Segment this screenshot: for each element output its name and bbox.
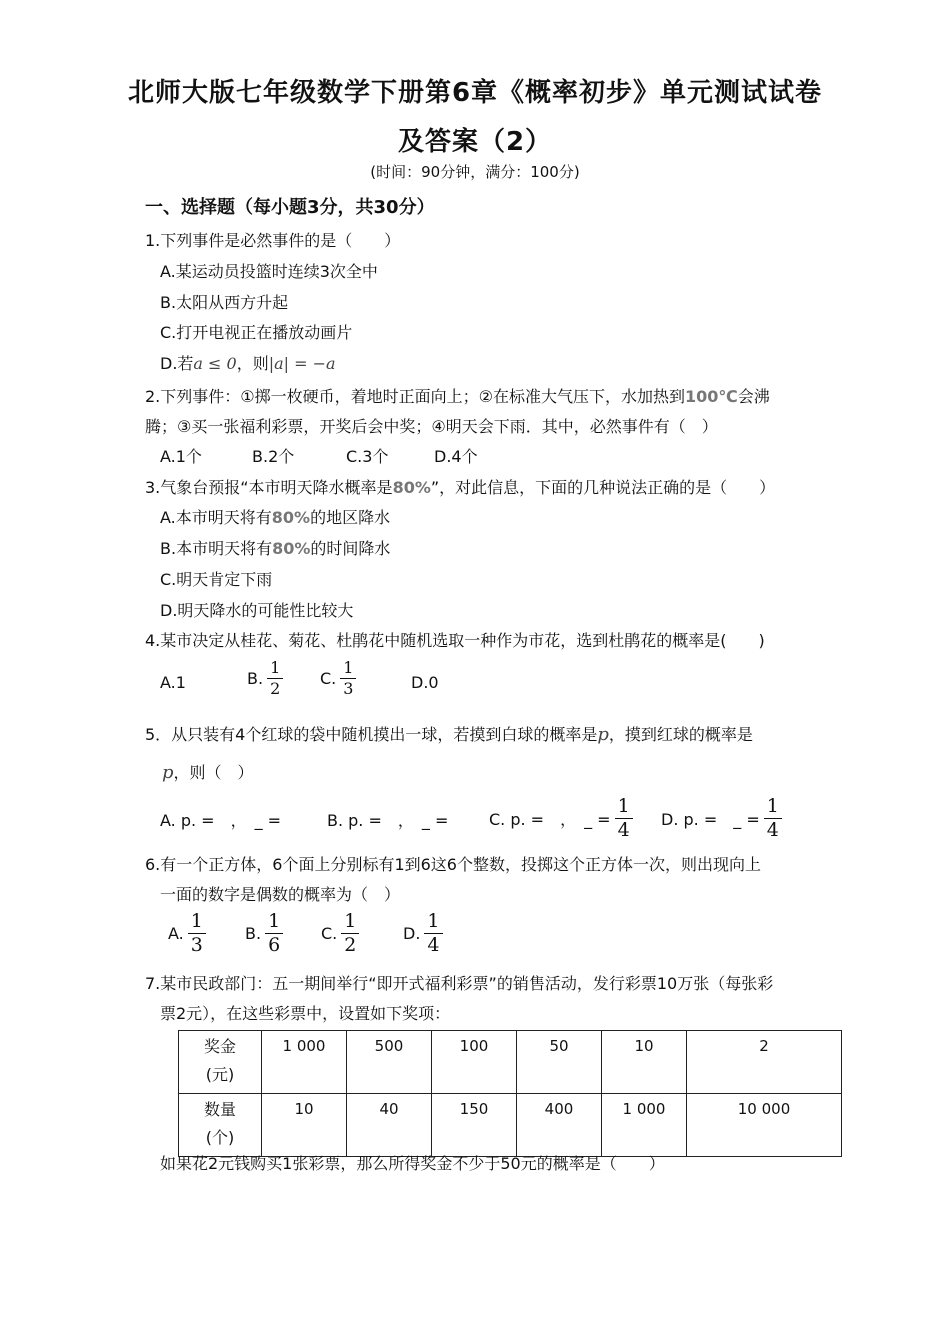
q3-option-b bbox=[160, 536, 390, 559]
q1-d-mid: ，则 bbox=[236, 354, 269, 373]
q1-stem: 1.下列事件是必然事件的是（ ） bbox=[145, 231, 401, 250]
denominator: 4 bbox=[766, 819, 779, 841]
header-unit: (个) bbox=[205, 1128, 235, 1147]
q4-c-fraction bbox=[340, 660, 356, 697]
q3-option-a bbox=[160, 505, 390, 528]
q6-a-label: A. bbox=[168, 924, 184, 943]
table-cell: 400 bbox=[517, 1094, 602, 1157]
q4-option-c bbox=[320, 660, 356, 697]
q5-c-fraction bbox=[615, 797, 633, 840]
q2-option-b: B.2个 bbox=[252, 447, 295, 466]
q7-question: 如果花2元钱购买1张彩票，那么所得奖金不少于50元的概率是（ ） bbox=[160, 1154, 665, 1173]
header-text: 奖金 bbox=[203, 1037, 236, 1056]
q6-a-fraction bbox=[188, 912, 206, 955]
q2-stem-line-1 bbox=[145, 384, 770, 407]
q2-text-end: 会沸 bbox=[737, 387, 770, 406]
q2-stem-line-2: 腾；③买一张福利彩票，开奖后会中奖；④明天会下雨．其中，必然事件有（ ） bbox=[145, 417, 718, 436]
table-cell: 500 bbox=[347, 1031, 432, 1094]
denominator: 2 bbox=[344, 934, 357, 956]
q6-option-d bbox=[403, 912, 443, 955]
denominator: 3 bbox=[343, 679, 354, 698]
exam-info: (时间：90分钟，满分：100分) bbox=[370, 163, 580, 181]
q1-option-d bbox=[160, 351, 336, 374]
q3-a-percent: 80% bbox=[271, 508, 311, 527]
q5-d-fraction bbox=[764, 797, 782, 840]
denominator: 4 bbox=[617, 819, 630, 841]
row-header-count bbox=[179, 1094, 262, 1157]
numerator: 1 bbox=[340, 660, 356, 679]
q6-stem-line-2: 一面的数字是偶数的概率为（ ） bbox=[160, 885, 401, 904]
q1-d-prefix: D.若 bbox=[160, 354, 194, 373]
q6-c-label: C. bbox=[321, 924, 338, 943]
q5-variable-p: p bbox=[597, 724, 609, 745]
denominator: 3 bbox=[190, 934, 203, 956]
table-cell: 1 000 bbox=[602, 1094, 687, 1157]
q5-d-text: D. p. = _ = bbox=[661, 810, 760, 829]
table-row-prize bbox=[179, 1031, 842, 1094]
table-cell: 50 bbox=[517, 1031, 602, 1094]
q4-stem: 4.某市决定从桂花、菊花、杜鹃花中随机选取一种作为市花，选到杜鹃花的概率是( ) bbox=[145, 631, 765, 650]
q7-stem-line-2: 票2元），在这些彩票中，设置如下奖项： bbox=[160, 1004, 451, 1023]
q5-text: 5．从只装有4个红球的袋中随机摸出一球，若摸到白球的概率是 bbox=[145, 725, 598, 744]
q2-option-a: A.1个 bbox=[160, 447, 202, 466]
section-heading: 一、选择题（每小题3分，共30分） bbox=[145, 197, 435, 218]
denominator: 4 bbox=[427, 934, 440, 956]
table-cell: 150 bbox=[432, 1094, 517, 1157]
table-cell: 100 bbox=[432, 1031, 517, 1094]
q5-text-end: ，摸到红球的概率是 bbox=[608, 725, 753, 744]
q4-c-label: C. bbox=[320, 669, 337, 688]
q1-option-c: C.打开电视正在播放动画片 bbox=[160, 323, 353, 342]
q1-option-b: B.太阳从西方升起 bbox=[160, 293, 289, 312]
q3-b-percent: 80% bbox=[272, 539, 311, 558]
denominator: 6 bbox=[268, 934, 281, 956]
q4-option-b bbox=[247, 660, 283, 697]
q5-text-tail: ，则（ ） bbox=[173, 763, 254, 782]
table-cell: 2 bbox=[687, 1031, 842, 1094]
q3-option-c: C.明天肯定下雨 bbox=[160, 570, 273, 589]
denominator: 2 bbox=[270, 679, 281, 698]
q5-stem-line-1 bbox=[145, 722, 753, 745]
title-line-1: 北师大版七年级数学下册第6章《概率初步》单元测试试卷 bbox=[127, 78, 823, 108]
q1-option-a: A.某运动员投篮时连续3次全中 bbox=[160, 262, 378, 281]
header-unit: (元) bbox=[205, 1065, 235, 1084]
q4-b-fraction bbox=[267, 660, 283, 697]
q1-d-condition: a ≤ 0 bbox=[193, 354, 237, 373]
q4-b-label: B. bbox=[247, 669, 264, 688]
q6-b-fraction bbox=[265, 912, 283, 955]
q3-text-end: ”，对此信息，下面的几种说法正确的是（ ） bbox=[430, 478, 776, 497]
q3-stem bbox=[145, 475, 775, 498]
q1-d-expression: |a| = −a bbox=[268, 354, 336, 373]
numerator: 1 bbox=[341, 912, 359, 934]
numerator: 1 bbox=[265, 912, 283, 934]
q5-c-text: C. p. = ， _ = bbox=[489, 810, 611, 829]
q5-option-a: A. p. = ， _ = bbox=[160, 811, 282, 830]
numerator: 1 bbox=[188, 912, 206, 934]
header-text: 数量 bbox=[203, 1100, 236, 1119]
q5-stem-line-2 bbox=[162, 760, 254, 783]
q5-option-c bbox=[489, 797, 633, 840]
table-row-count bbox=[179, 1094, 842, 1157]
q3-text: 3.气象台预报“本市明天降水概率是 bbox=[145, 478, 393, 497]
q6-c-fraction bbox=[341, 912, 359, 955]
numerator: 1 bbox=[267, 660, 283, 679]
q3-b-text-end: 的时间降水 bbox=[310, 539, 391, 558]
q2-option-d: D.4个 bbox=[434, 447, 478, 466]
q4-option-d: D.0 bbox=[411, 673, 439, 692]
q6-d-label: D. bbox=[403, 924, 421, 943]
q5-variable-p2: p bbox=[162, 762, 174, 783]
q3-option-d: D.明天降水的可能性比较大 bbox=[160, 601, 354, 620]
q2-option-c: C.3个 bbox=[346, 447, 389, 466]
q6-option-a bbox=[168, 912, 206, 955]
numerator: 1 bbox=[424, 912, 442, 934]
q3-b-text: B.本市明天将有 bbox=[160, 539, 273, 558]
numerator: 1 bbox=[764, 797, 782, 819]
table-cell: 40 bbox=[347, 1094, 432, 1157]
title-line-2: 及答案（2） bbox=[397, 127, 553, 157]
q6-d-fraction bbox=[424, 912, 442, 955]
q3-percent: 80% bbox=[392, 478, 431, 497]
q2-temperature: 100℃ bbox=[684, 387, 738, 406]
q5-option-d bbox=[661, 797, 782, 840]
q7-stem-line-1: 7.某市民政部门：五一期间举行“即开式福利彩票”的销售活动，发行彩票10万张（每张彩 bbox=[145, 974, 774, 993]
q6-stem-line-1: 6.有一个正方体，6个面上分别标有1到6这6个整数，投掷这个正方体一次，则出现向上 bbox=[145, 855, 761, 874]
table-cell: 10 bbox=[262, 1094, 347, 1157]
q3-a-text-end: 的地区降水 bbox=[310, 508, 391, 527]
prize-table bbox=[178, 1030, 842, 1157]
q4-option-a: A.1 bbox=[160, 673, 186, 692]
numerator: 1 bbox=[615, 797, 633, 819]
table-cell: 1 000 bbox=[262, 1031, 347, 1094]
q6-option-c bbox=[321, 912, 359, 955]
row-header-prize bbox=[179, 1031, 262, 1094]
q3-a-text: A.本市明天将有 bbox=[160, 508, 272, 527]
table-cell: 10 000 bbox=[687, 1094, 842, 1157]
table-cell: 10 bbox=[602, 1031, 687, 1094]
q6-b-label: B. bbox=[245, 924, 262, 943]
q6-option-b bbox=[245, 912, 283, 955]
q5-option-b: B. p. = ， _ = bbox=[327, 811, 449, 830]
q2-text: 2.下列事件：①掷一枚硬币，着地时正面向上；②在标准大气压下，水加热到 bbox=[145, 387, 685, 406]
